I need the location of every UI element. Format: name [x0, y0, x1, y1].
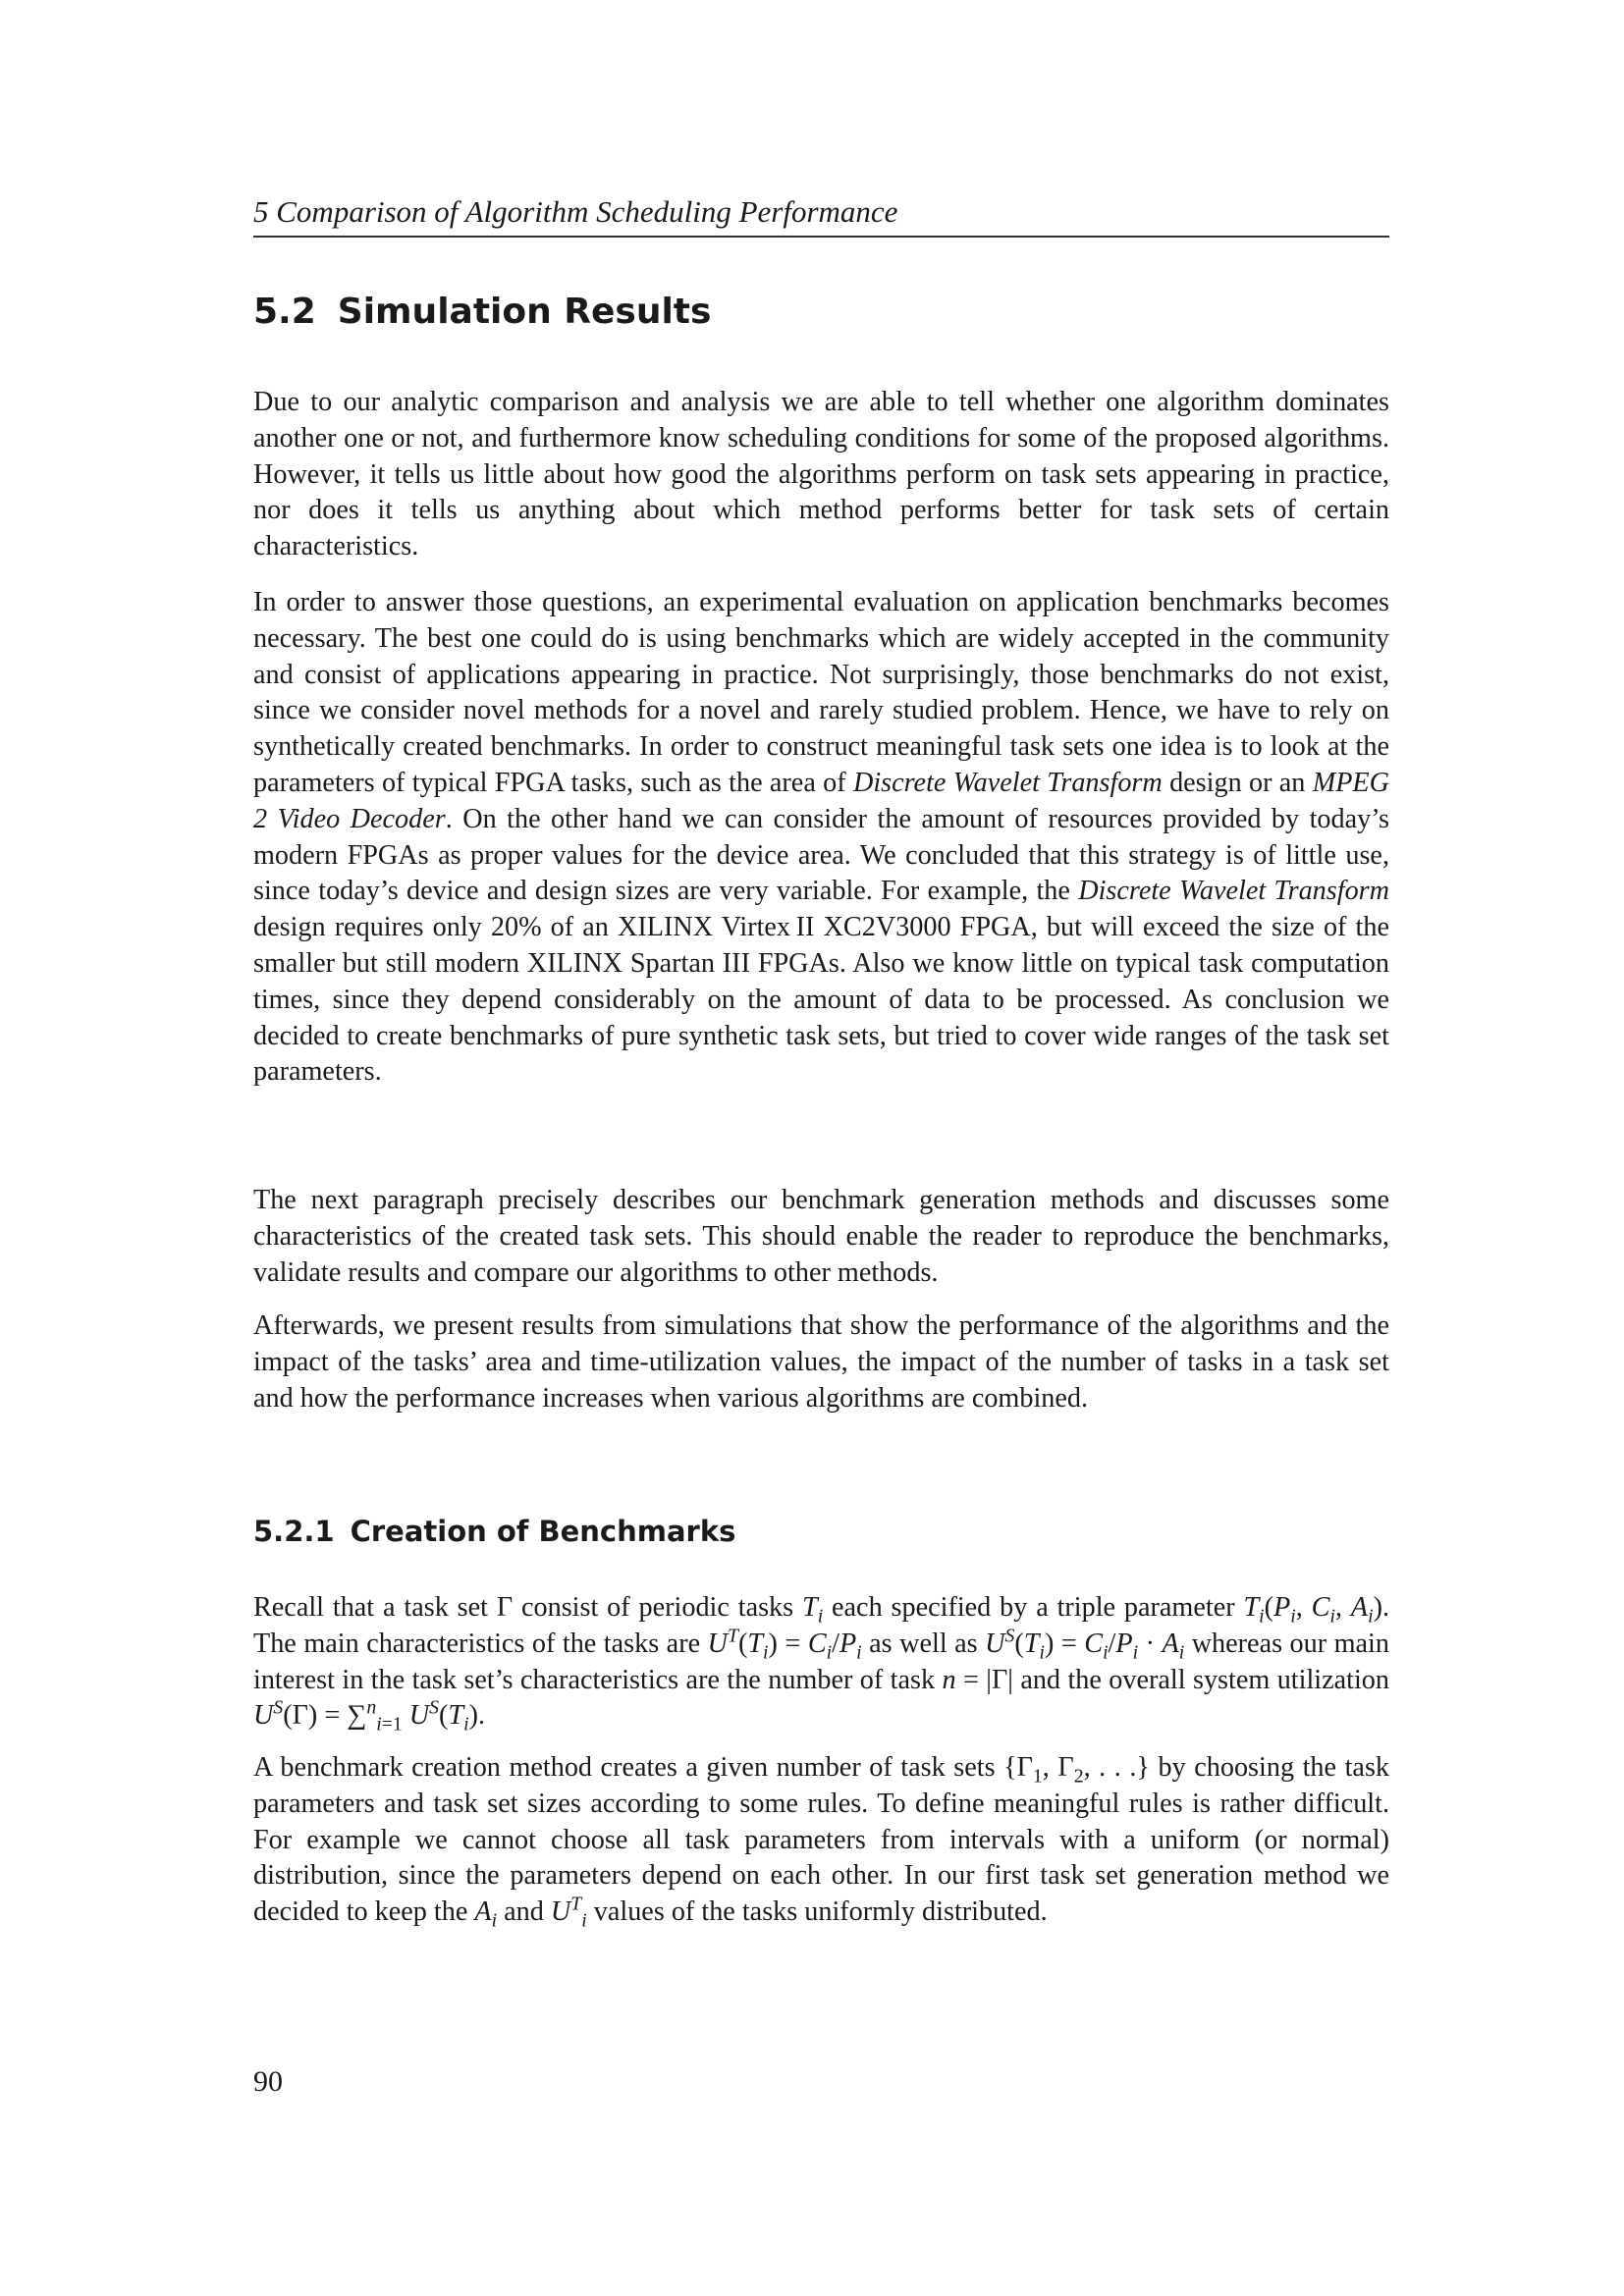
paragraph-2-emphasis-3: Discrete Wavelet Transform — [1078, 876, 1389, 907]
paragraph-2-text-3: . On the other hand we can consider the amount of resources provided by today’s modern FPGAs as proper values for the device area. We concluded that this strategy is of little use, since today’s device and design sizes are very variable. For example, the — [253, 803, 1389, 907]
math-uti: $U^T_i$ — [550, 1893, 587, 1932]
subsection-title — [253, 1513, 735, 1550]
paragraph-5-text-a: Recall that a task set — [253, 1592, 497, 1623]
paragraph-3: The next paragraph precisely describes our benchmark generation methods and discusses some characteristics of the created task sets. This should enable the reader to reproduce the benchmarks, validate results and compare our algorithms to other methods. — [253, 1185, 1389, 1288]
math-triple: $T_i(P_i$, $C_i$, $A_i$) — [1243, 1592, 1382, 1628]
math-system-utilization-task: $U^S(T_i) = C_i/P_i \cdot A_i$ — [985, 1625, 1185, 1664]
paragraph-2-text-2: design or an — [1162, 767, 1313, 798]
section-title-text: Simulation Results — [337, 292, 712, 332]
paragraph-2-text-1: In order to answer those questions, an experimental evaluation on application benchmarks becomes necessary. The best one could do is using benchmarks which are widely accepted in the community and consist of applications appearing in practice. Not surprisingly, those benchmarks do not exist, since we consider novel methods for a novel and rarely studied problem. Hence, we have to rely on synthetically created benchmarks. In order to construct meaningful task sets one idea is to look at the parameters of typical FPGA tasks, such as the area of — [253, 587, 1389, 798]
math-overall-utilization: $U^S(\Gamma) = \sum^n_{i=1}$ $U^S(T_i)$ — [253, 1697, 478, 1736]
paragraph-2 — [253, 585, 1389, 1091]
paragraph-5-text-g: and the overall system utilization — [1012, 1664, 1389, 1695]
math-gamma: Γ — [496, 1592, 514, 1623]
math-task-count: n = |Γ| — [942, 1664, 1013, 1695]
section-title — [253, 290, 711, 335]
paragraph-4: Afterwards, we present results from simulations that show the performance of the algorithms and the impact of the tasks’ area and time-utilization values, the impact of the number of tasks in a task set and how the performance increases when various algorithms are combined. — [253, 1310, 1389, 1414]
section-number: 5.2 — [253, 292, 316, 332]
subsection-number: 5.2.1 — [253, 1515, 335, 1548]
paragraph-5-text-e: as well as — [861, 1628, 986, 1659]
math-task-sets: {$\Gamma_1$, $\Gamma_2$, . . .} — [1003, 1752, 1150, 1788]
paragraph-6-text-d: values of the tasks uniformly distributed. — [586, 1896, 1048, 1928]
running-head: 5 Comparison of Algorithm Scheduling Performance — [253, 194, 898, 229]
paragraph-6-text-c: and — [497, 1896, 551, 1928]
subsection-title-text: Creation of Benchmarks — [350, 1515, 736, 1548]
math-time-utilization: $U^T(T_i) = C_i/P_i$ — [707, 1625, 862, 1664]
paragraph-2-emphasis-1: Discrete Wavelet Transform — [852, 767, 1163, 798]
paragraph-5 — [253, 1590, 1389, 1735]
page — [253, 0, 1389, 2296]
math-ti: $T_i$ — [802, 1592, 824, 1628]
page-number: 90 — [253, 2065, 283, 2098]
paragraph-5-text-c: each specified by a triple parameter — [823, 1592, 1244, 1623]
paragraph-5-text-h: . — [477, 1700, 486, 1732]
paragraph-5-text-f: whereas our main interest in the task set’s characteristics are the number of task — [253, 1628, 1389, 1695]
paragraph-2-text-4: design requires only 20% of an XILINX Virtex II XC2V3000 FPGA, but will exceed the size of the smaller but still modern XILINX Spartan III FPGAs. Also we know little on typical task computation times, since they depend considerably on the amount of data to be processed. As conclusion we decided to create benchmarks of pure synthetic task sets, but tried to cover wide ranges of the task set parameters. — [253, 912, 1389, 1088]
paragraph-6-text-b: by choosing the task parameters and task set sizes according to some rules. To define meaningful rules is rather difficult. For example we cannot choose all task parameters from intervals with a uniform (or normal) distribution, since the parameters depend on each other. In our first task set generation method we decided to keep the — [253, 1752, 1390, 1928]
math-ai: $A_i$ — [474, 1896, 498, 1932]
paragraph-5-text-d: . The main characteristics of the tasks are — [253, 1592, 1390, 1659]
paragraph-6 — [253, 1750, 1389, 1931]
header-rule — [253, 236, 1389, 238]
paragraph-5-text-b: consist of periodic tasks — [513, 1592, 802, 1623]
paragraph-1: Due to our analytic comparison and analysis we are able to tell whether one algorithm dominates another one or not, and furthermore know scheduling conditions for some of the proposed algorithms. However, it tells us little about how good the algorithms perform on task sets appearing in practice, nor does it tells us anything about which method performs better for task sets of certain characteristics. — [253, 387, 1389, 562]
paragraph-2-emphasis-2: MPEG 2 Video Decoder — [253, 767, 1389, 834]
paragraph-6-text-a: A benchmark creation method creates a given number of task sets — [253, 1752, 1004, 1783]
